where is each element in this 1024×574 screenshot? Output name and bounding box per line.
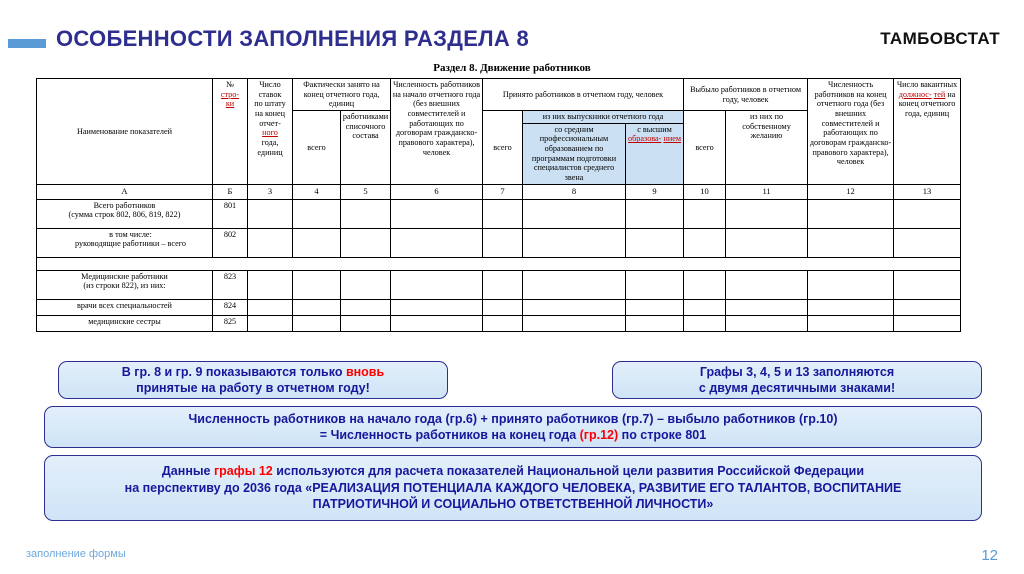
callout-decimal-columns <box>612 361 982 399</box>
header-group-actual: Фактически занято на конец отчетного года, единиц <box>293 79 391 111</box>
header-left-own-will: из них по собственному желанию <box>726 111 808 185</box>
header-col-vacant: Число вакантных должнос- тей на конец отчетного года, единиц <box>894 79 961 185</box>
row-802-line1: в том числе: <box>109 229 152 239</box>
page-header <box>0 26 1024 60</box>
row-label-823 <box>37 270 213 299</box>
cell[interactable] <box>894 299 961 315</box>
colnum-a: А <box>37 184 213 199</box>
callout-1-line2: принятые на работу в отчетном году! <box>136 381 370 395</box>
rates-l2: ставок <box>258 89 282 99</box>
callout-4-line3: ПАТРИОТИЧНОЙ И СОЦИАЛЬНО ОТВЕТСТВЕННОЙ ЛИЧНОСТИ» <box>312 497 714 512</box>
cell[interactable] <box>523 299 626 315</box>
table-row[interactable] <box>37 315 961 331</box>
colnum-5: 5 <box>341 184 391 199</box>
row-801-line2: (сумма строк 802, 806, 819, 822) <box>68 210 181 220</box>
rates-l5: отчет- <box>259 118 281 128</box>
vpo-underlined-2: нием <box>663 134 682 144</box>
cell[interactable] <box>391 299 483 315</box>
cell[interactable] <box>684 270 726 299</box>
organization-brand: ТАМБОВСТАТ <box>880 29 1000 48</box>
cell[interactable] <box>523 199 626 228</box>
row-code-825: 825 <box>213 315 248 331</box>
callout-3-highlight: (гр.12) <box>579 428 619 442</box>
cell[interactable] <box>483 299 523 315</box>
header-col-begin-count: Численность работников на начало отчетного года (без внешних совместителей и работающих по договорам гражданско-правового характера), человек <box>391 79 483 185</box>
rates-l6: ного <box>262 128 278 138</box>
header-left-total: всего <box>684 111 726 185</box>
cell[interactable] <box>293 199 341 228</box>
cell[interactable] <box>626 315 684 331</box>
cell[interactable] <box>341 228 391 257</box>
row-code-801: 801 <box>213 199 248 228</box>
colnum-7: 7 <box>483 184 523 199</box>
row-label-802 <box>37 228 213 257</box>
callout-3-text <box>189 411 838 444</box>
cell[interactable] <box>808 299 894 315</box>
cell[interactable] <box>894 315 961 331</box>
cell[interactable] <box>341 270 391 299</box>
colnum-4: 4 <box>293 184 341 199</box>
callout-balance-formula <box>44 406 982 448</box>
callout-4-highlight: графы 12 <box>213 464 273 479</box>
cell[interactable] <box>341 299 391 315</box>
header-col-name: Наименование показателей <box>37 79 213 185</box>
cell[interactable] <box>894 199 961 228</box>
cell[interactable] <box>483 199 523 228</box>
cell[interactable] <box>293 315 341 331</box>
cell[interactable] <box>523 228 626 257</box>
header-hired-spo: со средним профессиональным образованием по программам подготовки специалистов среднего звена <box>523 123 626 184</box>
header-actual-listed: работниками списочного состава <box>341 111 391 185</box>
cell[interactable] <box>894 270 961 299</box>
header-actual-total: всего <box>293 111 341 185</box>
colnum-12: 12 <box>808 184 894 199</box>
table-row[interactable] <box>37 228 961 257</box>
cell[interactable] <box>808 270 894 299</box>
cell[interactable] <box>808 199 894 228</box>
cell[interactable] <box>626 299 684 315</box>
section-caption: Раздел 8. Движение работников <box>433 62 591 74</box>
row-label-824: врачи всех специальностей <box>37 299 213 315</box>
cell[interactable] <box>391 199 483 228</box>
cell[interactable] <box>391 270 483 299</box>
callout-4-line1-a: Данные <box>161 464 214 479</box>
cell[interactable] <box>248 299 293 315</box>
cell[interactable] <box>726 270 808 299</box>
cell[interactable] <box>894 228 961 257</box>
row-802-line2: руководящие работники – всего <box>75 239 186 249</box>
cell[interactable] <box>626 228 684 257</box>
cell[interactable] <box>293 299 341 315</box>
page-title: ОСОБЕННОСТИ ЗАПОЛНЕНИЯ РАЗДЕЛА 8 <box>56 26 530 51</box>
movement-of-workers-table <box>36 78 961 332</box>
cell[interactable] <box>248 199 293 228</box>
table-row[interactable] <box>37 199 961 228</box>
callout-3-line2-a: = Численность работников на конец года <box>319 428 580 442</box>
callout-1-line1-a: В гр. 8 и гр. 9 показываются только <box>121 364 346 379</box>
colnum-b: Б <box>213 184 248 199</box>
header-row-top <box>37 79 961 111</box>
callout-4-text <box>111 463 916 513</box>
cell[interactable] <box>808 228 894 257</box>
accent-dash-icon <box>8 39 46 48</box>
cell[interactable] <box>726 228 808 257</box>
cell[interactable] <box>248 228 293 257</box>
rates-l7: года, <box>261 138 279 148</box>
callout-4-line2: на перспективу до 2036 года «РЕАЛИЗАЦИЯ ПОТЕНЦИАЛА КАЖДОГО ЧЕЛОВЕКА, РАЗВИТИЕ ЕГО ТАЛАНТОВ, ВОСПИТАНИЕ <box>124 480 902 495</box>
rates-l8: единиц <box>257 147 283 157</box>
column-number-row <box>37 184 961 199</box>
rates-l4: на конец <box>254 109 286 119</box>
cell[interactable] <box>726 299 808 315</box>
row-label-801 <box>37 199 213 228</box>
header-col-rownum <box>213 79 248 185</box>
row-801-line1: Всего работников <box>93 200 156 210</box>
cell[interactable] <box>726 199 808 228</box>
callout-4-line1-b: используются для расчета показателей Национальной цели развития Российской Федерации <box>272 464 865 479</box>
header-col-end-count: Численность работников на конец отчетного года (без внешних совместителей и работающих по договорам гражданско-правового характера), человек <box>808 79 894 185</box>
cell[interactable] <box>684 199 726 228</box>
cell[interactable] <box>483 315 523 331</box>
page-number: 12 <box>981 547 998 564</box>
row-code-823: 823 <box>213 270 248 299</box>
rates-l1: Число <box>259 80 281 89</box>
footer-label: заполнение формы <box>26 548 126 560</box>
row-code-824: 824 <box>213 299 248 315</box>
cell[interactable] <box>293 270 341 299</box>
cell[interactable] <box>726 315 808 331</box>
table-block-gap <box>37 257 961 270</box>
vacant-underlined-2: тей <box>933 89 946 99</box>
colnum-3: 3 <box>248 184 293 199</box>
cell[interactable] <box>684 299 726 315</box>
header-hired-graduates: из них выпускники отчетного года <box>523 111 684 124</box>
cell[interactable] <box>483 270 523 299</box>
cell[interactable] <box>391 228 483 257</box>
cell[interactable] <box>808 315 894 331</box>
colnum-10: 10 <box>684 184 726 199</box>
callout-1-highlight: вновь <box>345 364 385 379</box>
cell[interactable] <box>626 270 684 299</box>
callout-1-text <box>122 364 384 397</box>
cell[interactable] <box>248 315 293 331</box>
header-col-rates <box>248 79 293 185</box>
colnum-11: 11 <box>726 184 808 199</box>
callout-3-line1: Численность работников на начало года (гр.6) + принято работников (гр.7) – выбыло работников (гр.10) <box>188 411 838 426</box>
cell[interactable] <box>248 270 293 299</box>
callout-3-line2-b: по строке 801 <box>618 428 707 442</box>
callout-2-line2: с двумя десятичными знаками! <box>698 381 896 395</box>
callout-national-goal <box>44 455 982 521</box>
header-hired-vpo: с высшим образова- нием <box>626 123 684 184</box>
cell[interactable] <box>523 270 626 299</box>
row-823-line2: (из строки 822), из них: <box>83 281 166 291</box>
form-table-container <box>36 78 960 332</box>
table-row[interactable] <box>37 299 961 315</box>
cell[interactable] <box>341 199 391 228</box>
callout-2-text <box>699 364 895 397</box>
table-row[interactable] <box>37 270 961 299</box>
row-823-line1: Медицинские работники <box>81 271 168 281</box>
row-label-825: медицинские сестры <box>37 315 213 331</box>
vacant-underlined-1: должнос- <box>898 89 932 99</box>
header-rownum-line1: № <box>226 80 234 89</box>
cell[interactable] <box>626 199 684 228</box>
vpo-underlined-1: образова- <box>628 134 662 144</box>
callout-columns-8-9 <box>58 361 448 399</box>
row-code-802: 802 <box>213 228 248 257</box>
cell[interactable] <box>293 228 341 257</box>
header-rownum-line3: ки <box>225 99 235 109</box>
callout-2-line1: Графы 3, 4, 5 и 13 заполняются <box>699 364 895 379</box>
cell[interactable] <box>483 228 523 257</box>
header-group-left: Выбыло работников в отчетном году, человек <box>684 79 808 111</box>
cell[interactable] <box>523 315 626 331</box>
cell[interactable] <box>391 315 483 331</box>
colnum-13: 13 <box>894 184 961 199</box>
cell[interactable] <box>341 315 391 331</box>
header-hired-total: всего <box>483 111 523 185</box>
header-group-hired: Принято работников в отчетном году, человек <box>483 79 684 111</box>
header-rownum-line2: стро- <box>220 89 240 99</box>
cell[interactable] <box>684 315 726 331</box>
cell[interactable] <box>684 228 726 257</box>
colnum-8: 8 <box>523 184 626 199</box>
rates-l3: по штату <box>254 99 286 109</box>
colnum-9: 9 <box>626 184 684 199</box>
colnum-6: 6 <box>391 184 483 199</box>
